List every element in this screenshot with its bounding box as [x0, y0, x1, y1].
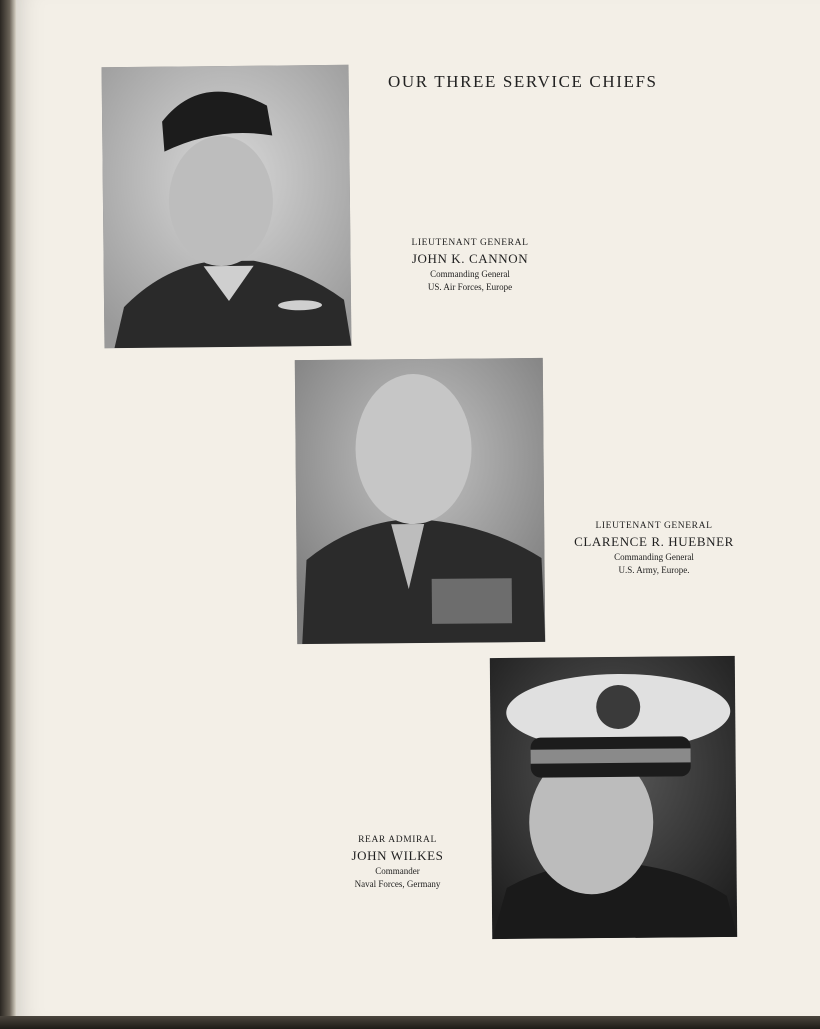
- chief-unit: Naval Forces, Germany: [354, 879, 441, 890]
- chief-name: CLARENCE R. HUEBNER: [574, 533, 734, 549]
- book-binding-edge: [0, 0, 16, 1029]
- portrait-photo-huebner: [295, 358, 545, 644]
- chief-role: Commanding General: [614, 552, 694, 563]
- rank-label: LIEUTENANT GENERAL: [411, 238, 529, 248]
- chief-role: Commander: [375, 866, 420, 877]
- portrait-photo-cannon: [102, 65, 352, 349]
- rank-label: REAR ADMIRAL: [358, 835, 437, 845]
- chief-unit: US. Air Forces, Europe: [427, 282, 513, 293]
- caption-wilkes: [320, 835, 475, 891]
- page-bottom-edge: [0, 1016, 820, 1029]
- caption-cannon: [385, 238, 555, 294]
- chief-role: Commanding General: [430, 269, 510, 280]
- page-title: OUR THREE SERVICE CHIEFS: [388, 72, 658, 91]
- chief-name: JOHN K. CANNON: [411, 250, 529, 266]
- rank-label: LIEUTENANT GENERAL: [595, 521, 713, 531]
- chief-name: JOHN WILKES: [351, 847, 444, 863]
- chief-unit: U.S. Army, Europe.: [618, 565, 690, 576]
- caption-huebner: [564, 521, 744, 577]
- portrait-photo-wilkes: [490, 656, 737, 939]
